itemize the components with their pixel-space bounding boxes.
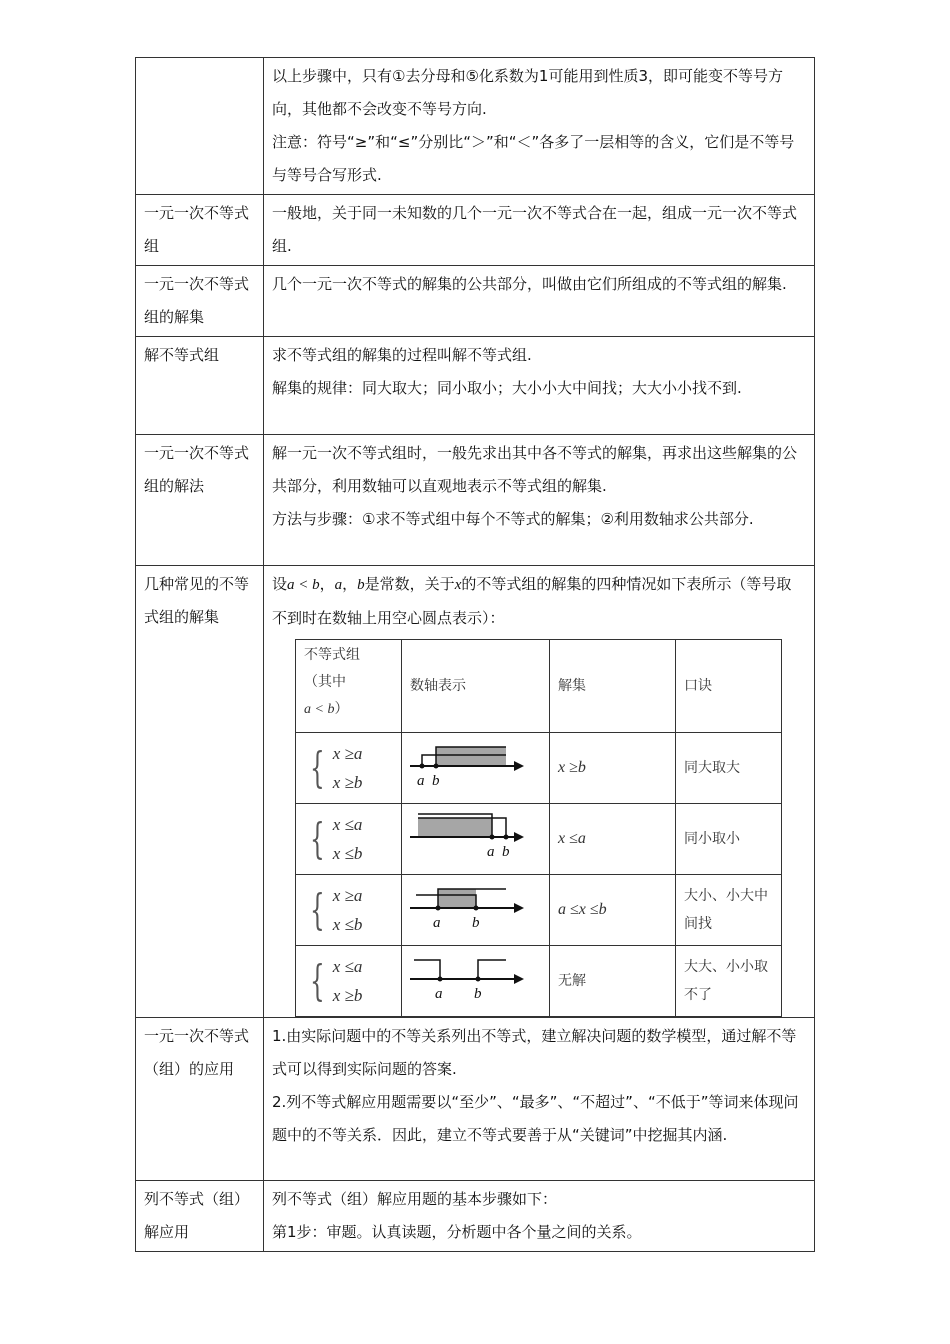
- math-a: a: [334, 577, 343, 593]
- table-row: [136, 195, 815, 266]
- brace-icon: {: [310, 885, 325, 934]
- inequality-system: { x ≤a x ≤b: [296, 804, 402, 875]
- header-solution: 解集: [550, 640, 676, 733]
- solution-shade: [438, 889, 476, 908]
- math-b: b: [357, 577, 365, 593]
- brace-icon: {: [310, 956, 325, 1005]
- table-row: [136, 566, 815, 1018]
- row-label: 一元一次不等式组的解法: [136, 435, 264, 566]
- math-x: x: [454, 577, 462, 593]
- row-label: 一元一次不等式组的解集: [136, 266, 264, 337]
- label-a: a: [433, 915, 441, 931]
- solution-shade: [418, 818, 492, 837]
- ray-a: [414, 960, 440, 979]
- inequality-system: { x ≥a x ≥b: [296, 733, 402, 804]
- point-b: [504, 835, 509, 840]
- intro-paragraph: 设a < b，a，b是常数，关于x的不等式组的解集的四种情况如下表所示（等号取不到时在数轴上用空心圆点表示）：: [272, 575, 792, 627]
- paragraph: 注意：符号“≥”和“≤”分别比“＞”和“＜”各多了一层相等的含义，它们是不等号与等号合写形式.: [272, 133, 795, 184]
- label-a: a: [487, 844, 495, 860]
- number-line-diagram: [402, 804, 532, 864]
- brace-icon: {: [310, 814, 325, 863]
- solution-cases-table: [295, 639, 782, 1017]
- paragraph: 几个一元一次不等式的解集的公共部分，叫做由它们所组成的不等式组的解集.: [272, 275, 787, 293]
- arrow-icon: [514, 761, 524, 771]
- solution-shade: [436, 747, 506, 766]
- knowledge-table: [135, 57, 815, 1252]
- math-a-lt-b: a < b: [287, 577, 320, 593]
- brace-icon: {: [310, 743, 325, 792]
- point-a: [490, 835, 495, 840]
- number-line-diagram: [402, 875, 532, 935]
- table-row: [136, 58, 815, 195]
- table-row: [296, 733, 782, 804]
- row-label: 一元一次不等式组: [136, 195, 264, 266]
- mnemonic-cell: 同大取大: [676, 733, 782, 804]
- mnemonic-cell: 大大、小小取不了: [676, 946, 782, 1017]
- paragraph: 方法与步骤：①求不等式组中每个不等式的解集；②利用数轴求公共部分.: [272, 510, 754, 528]
- solution-cell: a ≤x ≤b: [550, 875, 676, 946]
- arrow-icon: [514, 974, 524, 984]
- number-line-cell: [402, 804, 550, 875]
- paragraph: 一般地，关于同一未知数的几个一元一次不等式合在一起，组成一元一次不等式组.: [272, 204, 798, 255]
- row-label: 一元一次不等式（组）的应用: [136, 1018, 264, 1181]
- header-mnemonic: 口诀: [676, 640, 782, 733]
- point-b: [474, 906, 479, 911]
- solution-cell: x ≥b: [550, 733, 676, 804]
- table-row: [136, 1018, 815, 1181]
- point-a: [436, 906, 441, 911]
- paragraph: 求不等式组的解集的过程叫解不等式组.: [272, 346, 532, 364]
- table-row: [136, 337, 815, 435]
- label-a: a: [435, 986, 443, 1002]
- row-label: 列不等式（组）解应用: [136, 1181, 264, 1252]
- row-label: 解不等式组: [136, 337, 264, 435]
- label-b: b: [472, 915, 480, 931]
- paragraph: 1.由实际问题中的不等关系列出不等式，建立解决问题的数学模型，通过解不等式可以得到实际问题的答案.: [272, 1027, 797, 1078]
- paragraph: 解一元一次不等式组时，一般先求出其中各不等式的解集，再求出这些解集的公共部分，利用数轴可以直观地表示不等式组的解集.: [272, 444, 798, 495]
- point-b: [434, 764, 439, 769]
- number-line-cell: [402, 875, 550, 946]
- label-b: b: [432, 773, 440, 789]
- table-row: [296, 804, 782, 875]
- paragraph: 第1步：审题。认真读题，分析题中各个量之间的关系。: [272, 1223, 642, 1241]
- number-line-cell: [402, 946, 550, 1017]
- row-content: [264, 58, 815, 195]
- inequality-system: { x ≥a x ≤b: [296, 875, 402, 946]
- inequality-system: { x ≤a x ≥b: [296, 946, 402, 1017]
- table-row: [136, 1181, 815, 1252]
- table-row: [136, 266, 815, 337]
- header-system: 不等式组 （其中 a < b）: [296, 640, 402, 733]
- table-header-row: [296, 640, 782, 733]
- row-label: 几种常见的不等式组的解集: [136, 566, 264, 1018]
- row-content: [264, 1018, 815, 1181]
- ray-b: [478, 960, 506, 979]
- solution-cell: x ≤a: [550, 804, 676, 875]
- row-content: [264, 1181, 815, 1252]
- point-a: [438, 977, 443, 982]
- mnemonic-cell: 同小取小: [676, 804, 782, 875]
- table-row: [296, 946, 782, 1017]
- row-label: [136, 58, 264, 195]
- point-b: [476, 977, 481, 982]
- point-a: [420, 764, 425, 769]
- arrow-icon: [514, 903, 524, 913]
- table-row: [296, 875, 782, 946]
- table-row: [136, 435, 815, 566]
- paragraph: 以上步骤中，只有①去分母和⑤化系数为1可能用到性质3，即可能变不等号方向，其他都不会改变不等号方向.: [272, 67, 783, 118]
- arrow-icon: [514, 832, 524, 842]
- paragraph: 2.列不等式解应用题需要以“至少”、“最多”、“不超过”、“不低于”等词来体现问题中的不等关系．因此，建立不等式要善于从“关键词”中挖掘其内涵.: [272, 1093, 799, 1144]
- row-content: [264, 337, 815, 435]
- solution-cell: 无解: [550, 946, 676, 1017]
- label-b: b: [502, 844, 510, 860]
- row-content: [264, 566, 815, 1018]
- paragraph: 列不等式（组）解应用题的基本步骤如下：: [272, 1190, 558, 1208]
- mnemonic-cell: 大小、小大中间找: [676, 875, 782, 946]
- number-line-diagram: [402, 733, 532, 793]
- row-content: [264, 266, 815, 337]
- number-line-cell: [402, 733, 550, 804]
- row-content: [264, 195, 815, 266]
- paragraph: 解集的规律：同大取大；同小取小；大小小大中间找；大大小小找不到.: [272, 379, 742, 397]
- header-numberline: 数轴表示: [402, 640, 550, 733]
- label-a: a: [417, 773, 425, 789]
- label-b: b: [474, 986, 482, 1002]
- row-content: [264, 435, 815, 566]
- number-line-diagram: [402, 946, 532, 1006]
